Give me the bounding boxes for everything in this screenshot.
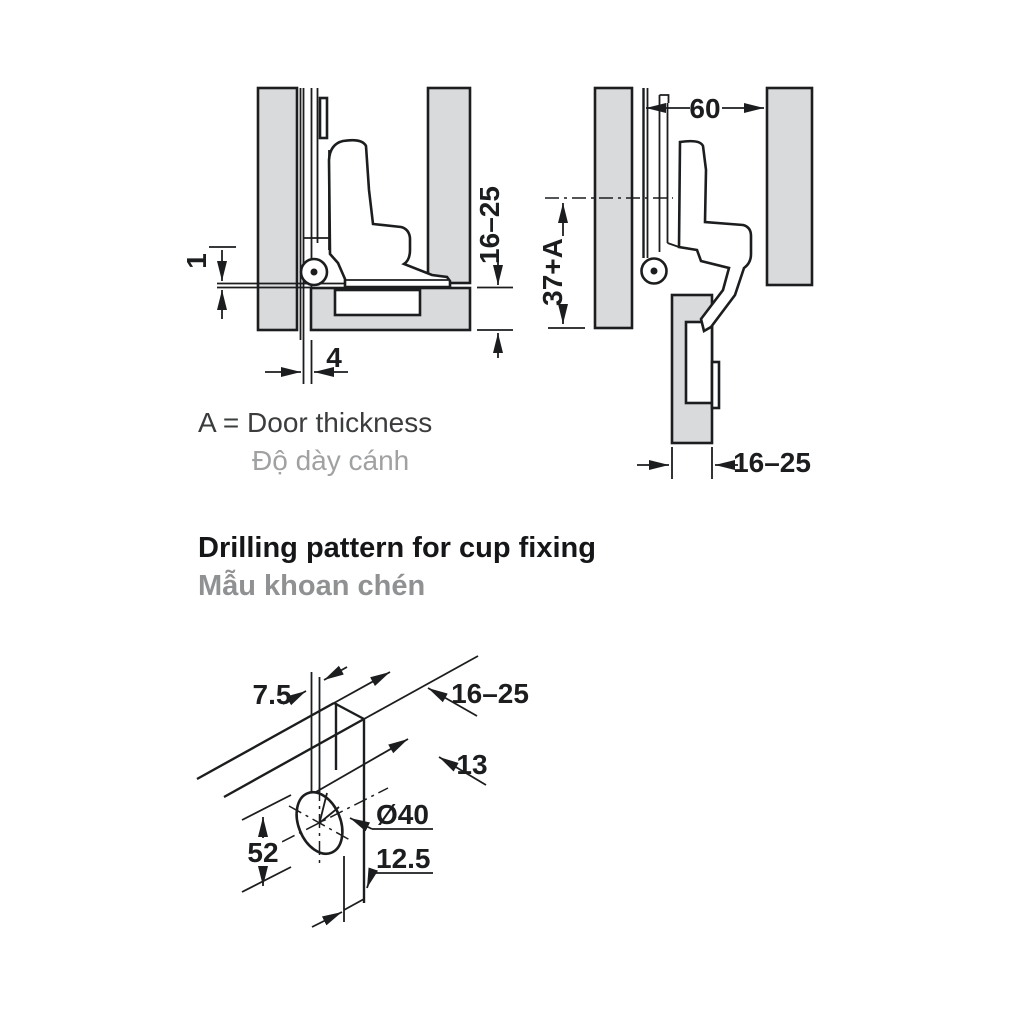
- dim-label-cup-distance: 60: [689, 93, 721, 124]
- dim-label-reveal: 4: [326, 342, 342, 373]
- dim-diameter-40: [350, 799, 433, 830]
- arrow-7-5-right: [324, 667, 347, 680]
- dim-height-37A: [537, 203, 585, 328]
- dim-label-open-thickness: 16–25: [733, 447, 811, 478]
- dim-label-closed-thickness: 16–25: [474, 186, 505, 264]
- dim-depth-12-5: [312, 843, 433, 927]
- closed-position-diagram: [181, 88, 513, 384]
- section-heading: [198, 532, 596, 602]
- section-title-en: Drilling pattern for cup fixing: [198, 532, 596, 564]
- closed-left-panel: [258, 88, 297, 330]
- section-title-vi: Mẫu khoan chén: [198, 570, 426, 602]
- boss-hook-line: [660, 95, 669, 103]
- ext-front-edge: [334, 672, 390, 703]
- dim-cup-distance-60: [646, 93, 764, 124]
- legend-line-en: A = Door thickness: [198, 407, 433, 438]
- dim-label-edge-distance: 7.5: [252, 679, 292, 710]
- cup-flange-tab: [712, 362, 719, 408]
- dim-label-gap: 1: [181, 253, 212, 269]
- closed-right-panel: [428, 88, 470, 283]
- hinge-tab: [320, 98, 327, 138]
- dim-label-offset: 13: [456, 749, 488, 780]
- boss-connector: [668, 243, 680, 247]
- dim-reveal-4: [265, 340, 348, 384]
- open-right-panel: [767, 88, 812, 285]
- door-end-top-edge: [334, 703, 364, 719]
- dim-label-depth-offset: 12.5: [376, 843, 431, 874]
- legend-line-vi: Độ dày cánh: [252, 445, 410, 476]
- hole-tangent-line: [302, 739, 408, 800]
- dim-spacing-52: [242, 795, 291, 892]
- dim-open-thickness: [637, 447, 811, 479]
- open-position-diagram: [537, 88, 812, 479]
- dim-label-diameter: Ø40: [376, 799, 429, 830]
- door-back-top-edge: [224, 719, 364, 797]
- door-front-top-edge: [197, 703, 334, 779]
- hinge-pivot-center: [311, 269, 318, 276]
- mounting-plate-recess: [335, 290, 420, 315]
- dim-closed-thickness: [474, 186, 513, 358]
- open-left-panel: [595, 88, 632, 328]
- dim-label-spacing: 52: [247, 837, 279, 868]
- drilling-pattern-diagram: [197, 656, 529, 927]
- dim-label-height: 37+A: [537, 238, 568, 306]
- dim-label-pattern-thickness: 16–25: [451, 678, 529, 709]
- hinge-pivot-center-open: [651, 268, 658, 275]
- hinge-cup-section: [686, 322, 712, 403]
- legend: [198, 407, 432, 476]
